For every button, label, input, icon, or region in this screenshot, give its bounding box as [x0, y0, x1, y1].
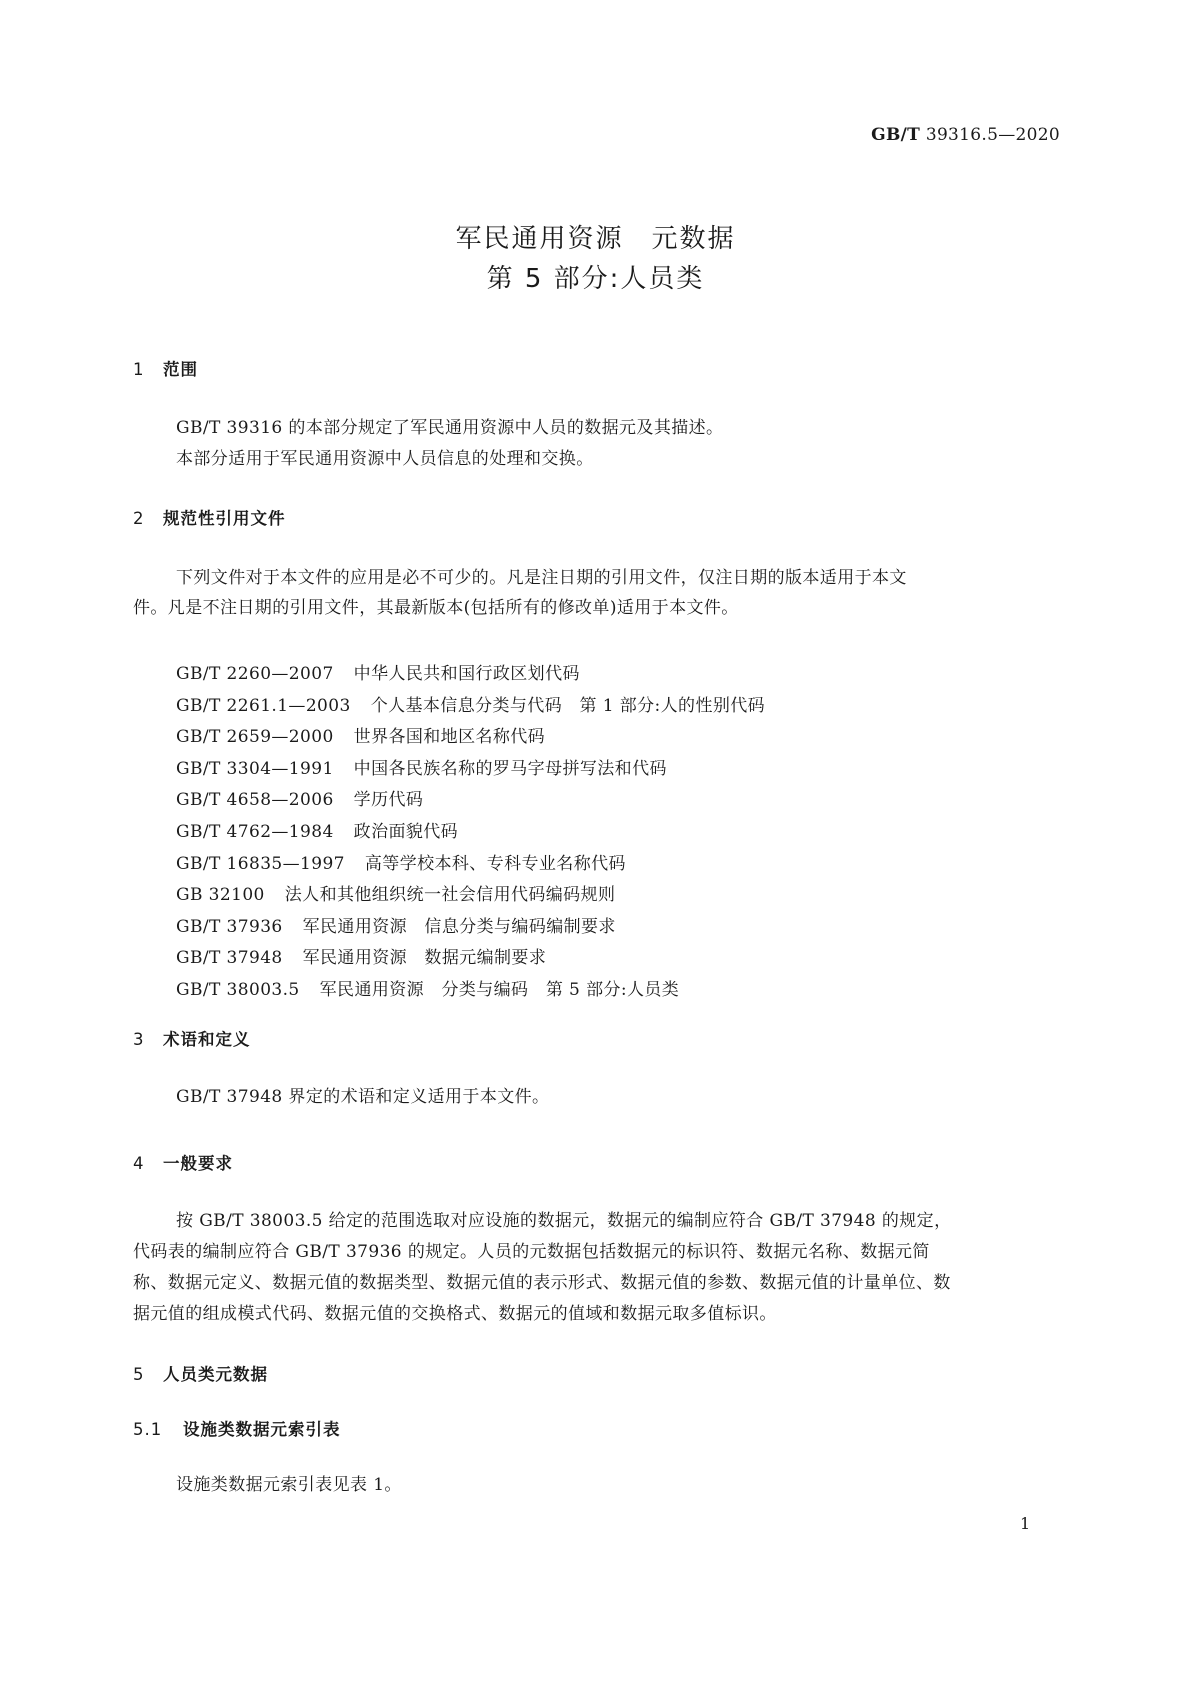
- reference-title: 高等学校本科、专科专业名称代码: [364, 853, 626, 874]
- reference-title: 个人基本信息分类与代码 第 1 部分:人的性别代码: [370, 695, 766, 716]
- section-4-line-2: 代码表的编制应符合 GB/T 37936 的规定。人员的元数据包括数据元的标识符、数据元名称、数据元简: [133, 1242, 930, 1262]
- reference-code: GB/T 2260—2007: [176, 664, 334, 684]
- document-title-line2: 第 5 部分:人员类: [486, 264, 705, 294]
- reference-item: [176, 943, 765, 975]
- section-2-heading: 2 规范性引用文件: [133, 509, 286, 528]
- reference-title: 政治面貌代码: [353, 821, 459, 842]
- section-2-intro-line-2: 件。凡是不注日期的引用文件，其最新版本(包括所有的修改单)适用于本文件。: [133, 598, 739, 618]
- reference-item: [176, 880, 765, 912]
- section-3-paragraph: GB/T 37948 界定的术语和定义适用于本文件。: [176, 1087, 550, 1107]
- reference-item: [176, 975, 765, 1007]
- reference-code: GB/T 4762—1984: [176, 821, 334, 842]
- section-1-heading: 1 范围: [133, 360, 198, 379]
- reference-code: GB 32100: [176, 885, 265, 906]
- reference-item: [176, 754, 765, 786]
- standard-code: GB/T 39316.5—2020: [871, 125, 1060, 145]
- section-5-heading: 5 人员类元数据: [133, 1365, 268, 1384]
- reference-code: GB/T 16835—1997: [176, 853, 345, 874]
- reference-code: GB/T 37936: [176, 916, 283, 937]
- section-1-paragraph-1: GB/T 39316 的本部分规定了军民通用资源中人员的数据元及其描述。: [176, 418, 724, 438]
- reference-item: [176, 659, 765, 691]
- section-5-1-heading: 5.1 设施类数据元索引表: [133, 1420, 341, 1439]
- section-1-paragraph-2: 本部分适用于军民通用资源中人员信息的处理和交换。: [176, 449, 594, 469]
- section-3-heading: 3 术语和定义: [133, 1030, 251, 1049]
- reference-title: 军民通用资源 数据元编制要求: [302, 948, 547, 969]
- reference-item: [176, 849, 765, 881]
- section-5-1-paragraph: 设施类数据元索引表见表 1。: [176, 1475, 402, 1495]
- reference-code: GB/T 3304—1991: [176, 758, 334, 779]
- section-2-intro-line-1: 下列文件对于本文件的应用是必不可少的。凡是注日期的引用文件，仅注日期的版本适用于本文: [176, 568, 907, 588]
- reference-title: 世界各国和地区名称代码: [353, 727, 546, 748]
- reference-code: GB/T 2261.1—2003: [176, 695, 351, 716]
- reference-title: 军民通用资源 信息分类与编码编制要求: [302, 916, 616, 937]
- reference-title: 中华人民共和国行政区划代码: [353, 664, 580, 684]
- reference-title: 法人和其他组织统一社会信用代码编码规则: [284, 885, 616, 906]
- section-4-line-1: 按 GB/T 38003.5 给定的范围选取对应设施的数据元，数据元的编制应符合 GB/T 37948 的规定，: [176, 1211, 952, 1231]
- reference-title: 学历代码: [353, 790, 424, 811]
- reference-title: 军民通用资源 分类与编码 第 5 部分:人员类: [319, 979, 680, 1000]
- reference-code: GB/T 2659—2000: [176, 727, 334, 748]
- reference-item: [176, 722, 765, 754]
- page-number: 1: [1020, 1514, 1031, 1533]
- reference-title: 中国各民族名称的罗马字母拼写法和代码: [353, 758, 667, 779]
- section-4-line-3: 称、数据元定义、数据元值的数据类型、数据元值的表示形式、数据元值的参数、数据元值的计量单位、数: [133, 1273, 951, 1293]
- document-title-line1: 军民通用资源 元数据: [455, 224, 736, 254]
- reference-item: [176, 691, 765, 723]
- reference-code: GB/T 38003.5: [176, 979, 300, 1000]
- reference-item: [176, 817, 765, 849]
- normative-references-list: [176, 659, 765, 1007]
- reference-code: GB/T 37948: [176, 948, 283, 969]
- reference-item: [176, 912, 765, 944]
- reference-code: GB/T 4658—2006: [176, 790, 334, 811]
- reference-item: [176, 785, 765, 817]
- section-4-line-4: 据元值的组成模式代码、数据元值的交换格式、数据元的值域和数据元取多值标识。: [133, 1304, 777, 1324]
- section-4-heading: 4 一般要求: [133, 1154, 233, 1173]
